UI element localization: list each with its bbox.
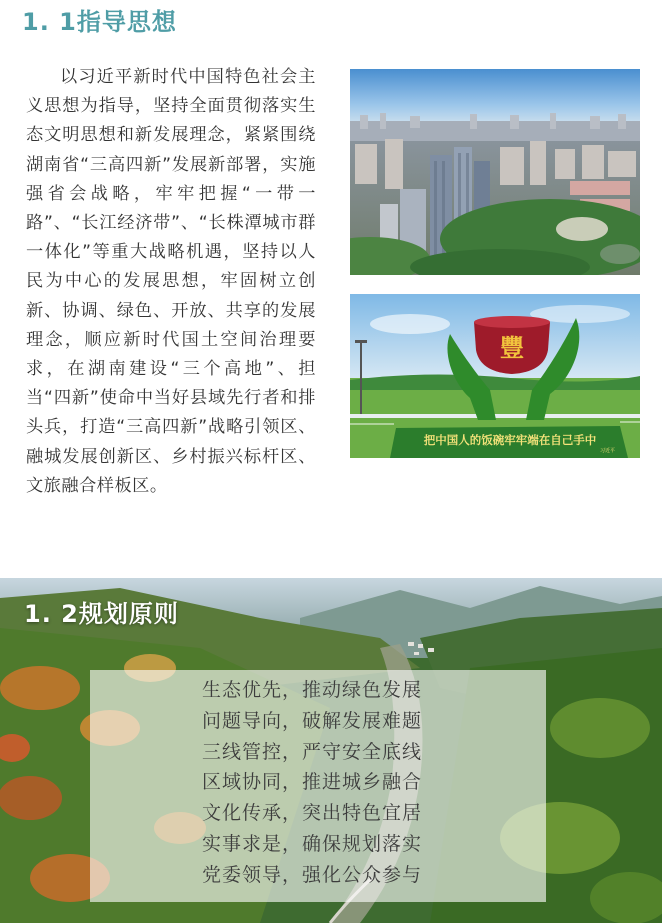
principles-overlay-box: [90, 670, 546, 902]
principle-item: 实事求是，确保规划落实: [202, 832, 423, 855]
rice-bowl-sculpture-photo: [350, 294, 640, 458]
principle-item: 文化传承，突出特色宜居: [202, 802, 423, 825]
principle-item: 生态优先，推动绿色发展: [202, 679, 423, 701]
section-heading-planning-principles: 1. 2规划原则: [24, 600, 179, 628]
guiding-ideology-paragraph: 以习近平新时代中国特色社会主义思想为指导，坚持全面贯彻落实生态文明思想和新发展理念，紧紧围绕湖南省“三高四新”发展新部署，实施强省会战略，牢牢把握“一带一路”、“长江经济带”、“长株潭城市群一体化”等重大战略机遇，坚持以人民为中心的发展思想，牢固树立创新、协调、绿色、开放、共享的发展理念，顺应新时代国土空间治理要求，在湖南建设“三个高地”、担当“四新”使命中当好县域先行者和排头兵，打造“三高四新”战略引领区、融城发展创新区、乡村振兴标杆区、文旅融合样板区。: [26, 67, 316, 496]
principle-item: 三线管控，严守安全底线: [202, 740, 423, 763]
city-skyline-photo: [350, 69, 640, 275]
principles-list: [202, 675, 422, 891]
principle-item: 党委领导，强化公众参与: [202, 863, 423, 886]
planning-principles-section: [0, 578, 662, 923]
section-heading-guiding-ideology: 1. 1指导思想: [22, 8, 177, 36]
principle-item: 问题导向，破解发展难题: [202, 709, 423, 732]
bowl-banner-signature: 习近平: [600, 448, 616, 454]
bowl-emblem-character: 豐: [500, 333, 524, 362]
bowl-banner-slogan: 把中国人的饭碗牢牢端在自己手中: [423, 433, 597, 447]
principle-item: 区域协同，推进城乡融合: [202, 771, 423, 794]
